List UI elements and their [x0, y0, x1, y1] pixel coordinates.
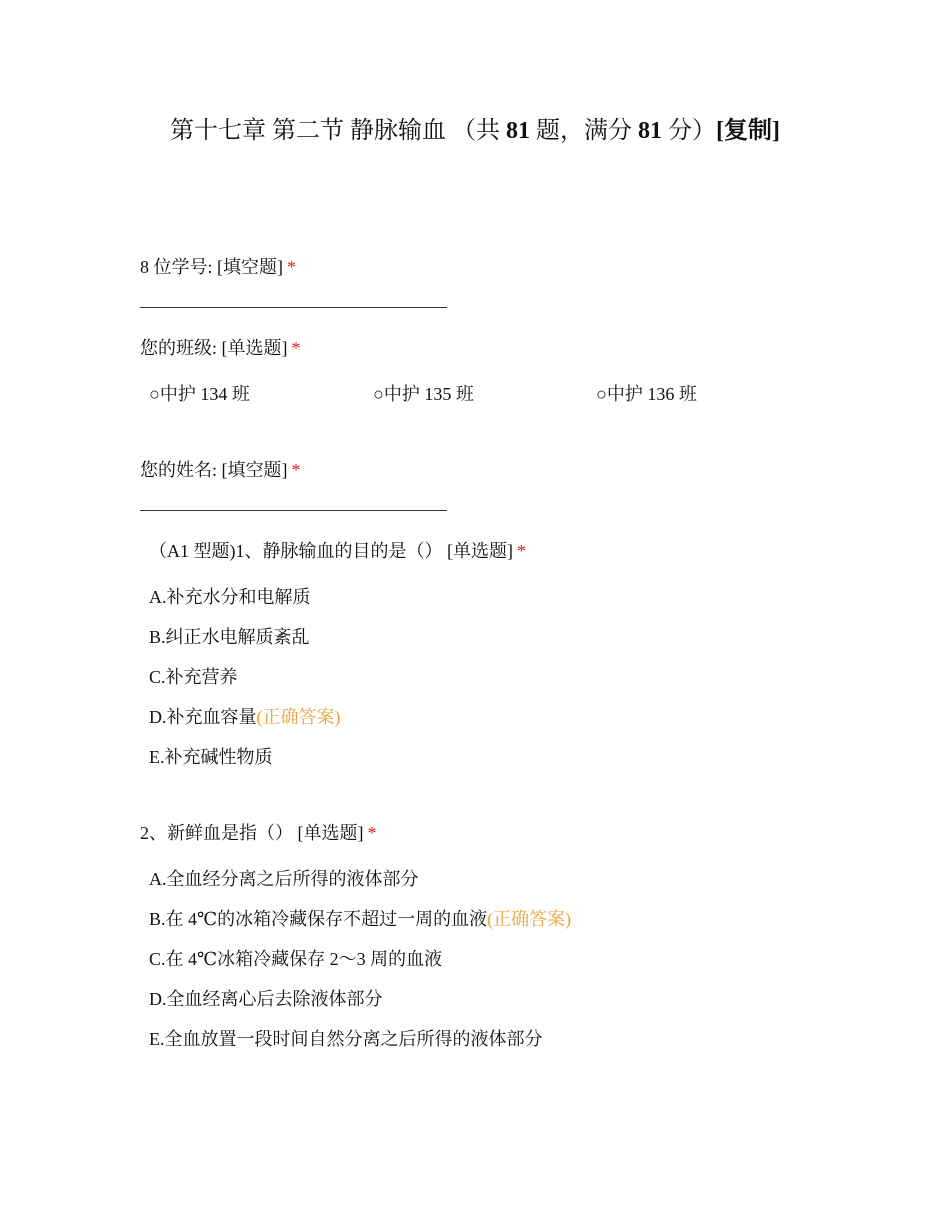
q2-option-b[interactable]	[149, 905, 571, 931]
correct-answer-mark: (正确答案)	[256, 707, 341, 727]
q2-option-d[interactable]: D.全血经离心后去除液体部分	[149, 989, 383, 1009]
option-text: D.补充血容量	[149, 707, 257, 727]
q2-option-a[interactable]: A.全血经分离之后所得的液体部分	[149, 869, 419, 889]
name-question	[140, 456, 301, 482]
required-star: *	[291, 338, 301, 358]
class-option-135[interactable]: ○中护 135 班	[373, 384, 474, 404]
q1-option-b[interactable]: B.纠正水电解质紊乱	[149, 627, 310, 647]
question-label: 2、新鲜血是指（） [单选题]	[140, 823, 364, 843]
question-label: 8 位学号: [填空题]	[140, 257, 283, 277]
student-id-field[interactable]	[140, 307, 447, 308]
question-label: 您的姓名: [填空题]	[140, 460, 288, 480]
required-star: *	[516, 541, 526, 561]
class-question	[140, 334, 301, 360]
name-field[interactable]	[140, 510, 447, 511]
q1-question	[149, 537, 526, 563]
option-text: B.在 4℃的冰箱冷藏保存不超过一周的血液	[149, 909, 488, 929]
title-prefix: 第十七章 第二节 静脉输血 （共	[170, 118, 506, 144]
q1-option-d[interactable]	[149, 703, 341, 729]
copy-link[interactable]: [复制]	[716, 118, 780, 144]
title-suffix: 分）	[662, 118, 716, 144]
q1-option-a[interactable]: A.补充水分和电解质	[149, 587, 311, 607]
student-id-question	[140, 253, 296, 279]
q2-option-c[interactable]: C.在 4℃冰箱冷藏保存 2～3 周的血液	[149, 949, 443, 969]
q2-option-e[interactable]: E.全血放置一段时间自然分离之后所得的液体部分	[149, 1029, 543, 1049]
title-middle: 题，满分	[530, 118, 638, 144]
class-option-136[interactable]: ○中护 136 班	[596, 384, 697, 404]
page-title	[0, 110, 950, 145]
question-label: （A1 型题)1、静脉输血的目的是（） [单选题]	[149, 541, 513, 561]
total-score: 81	[638, 118, 662, 144]
q1-option-e[interactable]: E.补充碱性物质	[149, 747, 273, 767]
class-option-134[interactable]: ○中护 134 班	[149, 384, 250, 404]
q1-option-c[interactable]: C.补充营养	[149, 667, 238, 687]
correct-answer-mark: (正确答案)	[487, 909, 572, 929]
q2-question	[140, 819, 377, 845]
required-star: *	[367, 823, 377, 843]
question-label: 您的班级: [单选题]	[140, 338, 288, 358]
required-star: *	[291, 460, 301, 480]
required-star: *	[287, 257, 296, 277]
total-questions: 81	[506, 118, 530, 144]
